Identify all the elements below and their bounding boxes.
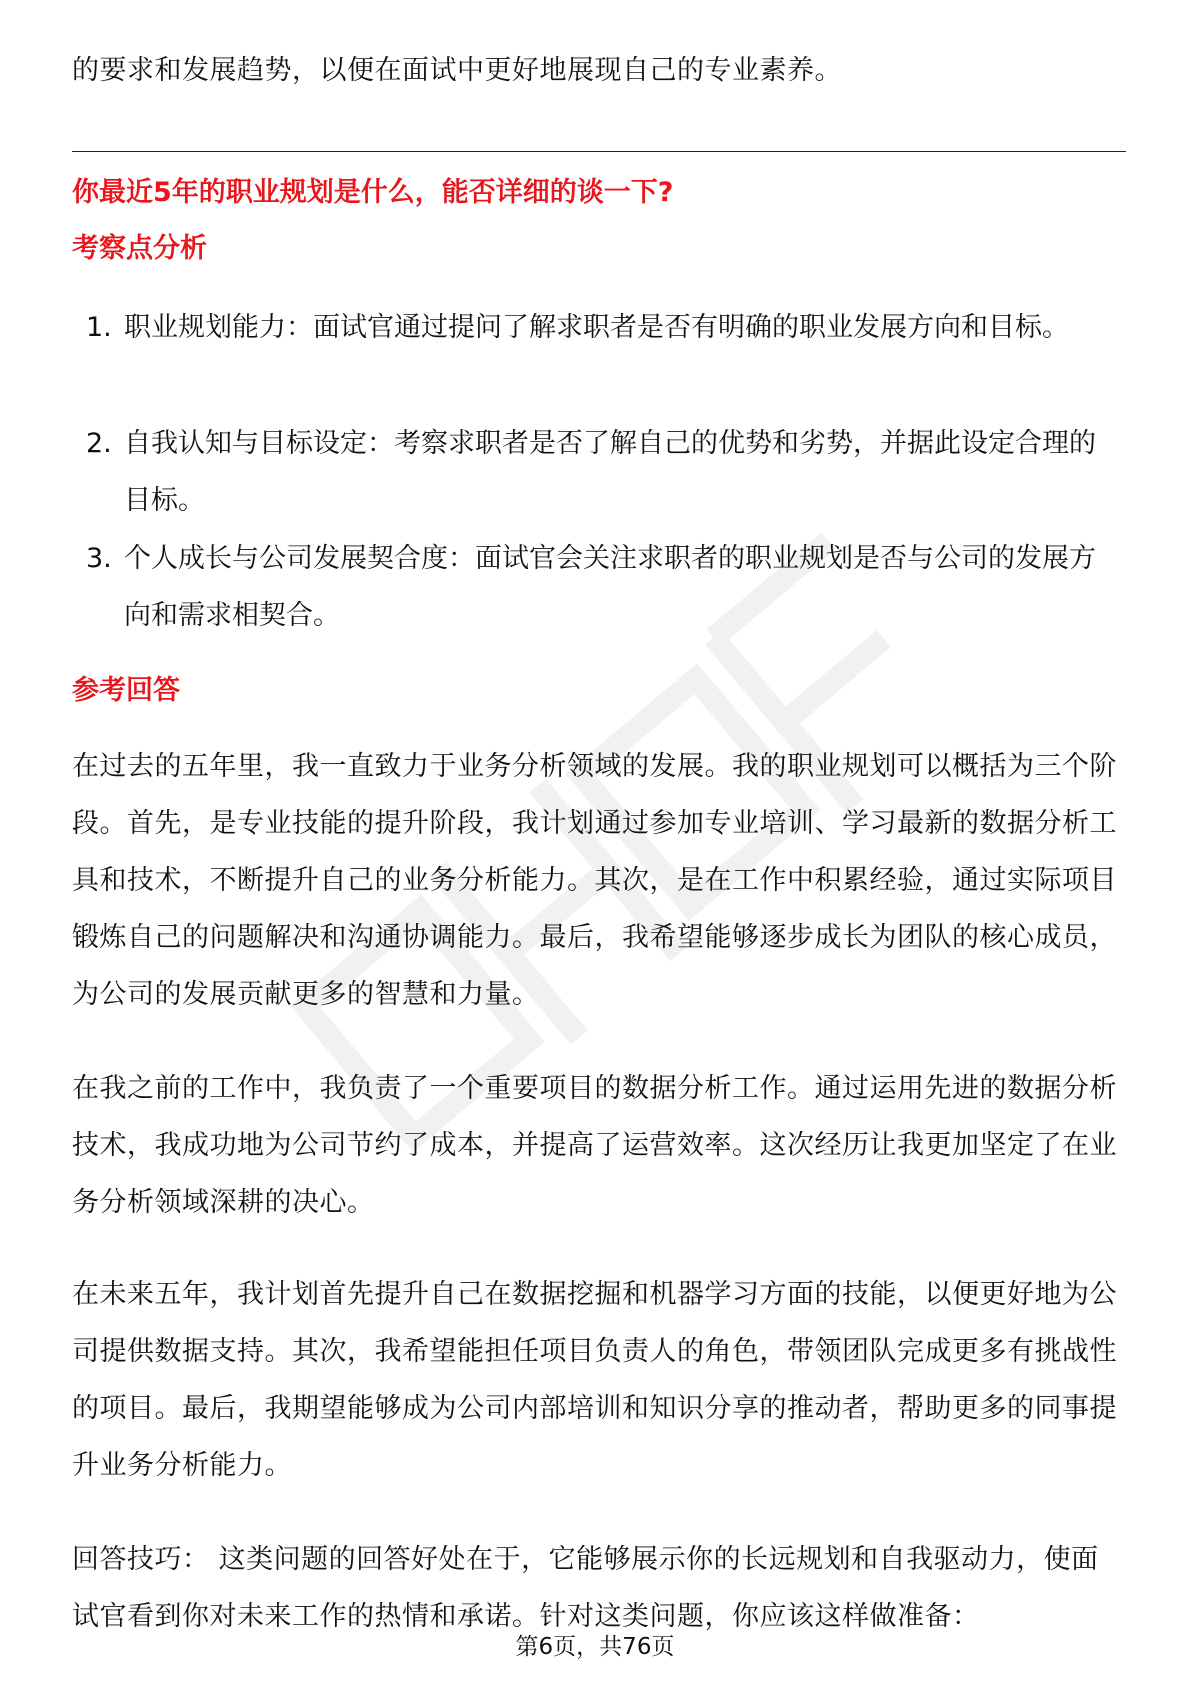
page-footer: 第6页，共76页 — [515, 1634, 675, 1660]
answer-paragraph: 在我之前的工作中，我负责了一个重要项目的数据分析工作。通过运用先进的数据分析技术，我成功地为公司节约了成本，并提高了运营效率。这次经历让我更加坚定了在业务分析领域深耕的决心。 — [72, 1073, 1117, 1218]
answer-paragraph: 在未来五年，我计划首先提升自己在数据挖掘和机器学习方面的技能，以便更好地为公司提供数据支持。其次，我希望能担任项目负责人的角色，带领团队完成更多有挑战性的项目。最后，我期望能够成为公司内部培训和知识分享的推动者，帮助更多的同事提升业务分析能力。 — [72, 1279, 1117, 1481]
answer-heading: 参考回答 — [72, 675, 180, 706]
list-text: 职业规划能力：面试官通过提问了解求职者是否有明确的职业发展方向和目标。 — [124, 312, 1069, 343]
analysis-heading: 考察点分析 — [72, 233, 207, 264]
list-number: 2. — [86, 428, 112, 459]
list-number: 1. — [86, 312, 112, 343]
analysis-item — [72, 415, 1122, 529]
list-text: 自我认知与目标设定：考察求职者是否了解自己的优势和劣势，并据此设定合理的目标。 — [124, 428, 1096, 516]
list-text: 个人成长与公司发展契合度：面试官会关注求职者的职业规划是否与公司的发展方向和需求相契合。 — [124, 543, 1096, 631]
analysis-item — [72, 530, 1122, 644]
answer-tips-paragraph: 回答技巧： 这类问题的回答好处在于，它能够展示你的长远规划和自我驱动力，使面试官看到你对未来工作的热情和承诺。针对这类问题，你应该这样做准备： — [72, 1544, 1099, 1632]
section-divider — [72, 151, 1126, 152]
intro-text: 的要求和发展趋势，以便在面试中更好地展现自己的专业素养。 — [72, 55, 842, 86]
analysis-item — [72, 299, 1122, 356]
answer-paragraph: 在过去的五年里，我一直致力于业务分析领域的发展。我的职业规划可以概括为三个阶段。首先，是专业技能的提升阶段，我计划通过参加专业培训、学习最新的数据分析工具和技术，不断提升自己的业务分析能力。其次，是在工作中积累经验，通过实际项目锻炼自己的问题解决和沟通协调能力。最后，我希望能够逐步成长为团队的核心成员，为公司的发展贡献更多的智慧和力量。 — [72, 751, 1117, 1010]
list-number: 3. — [86, 543, 112, 574]
question-title: 你最近5年的职业规划是什么，能否详细的谈一下? — [72, 177, 674, 208]
